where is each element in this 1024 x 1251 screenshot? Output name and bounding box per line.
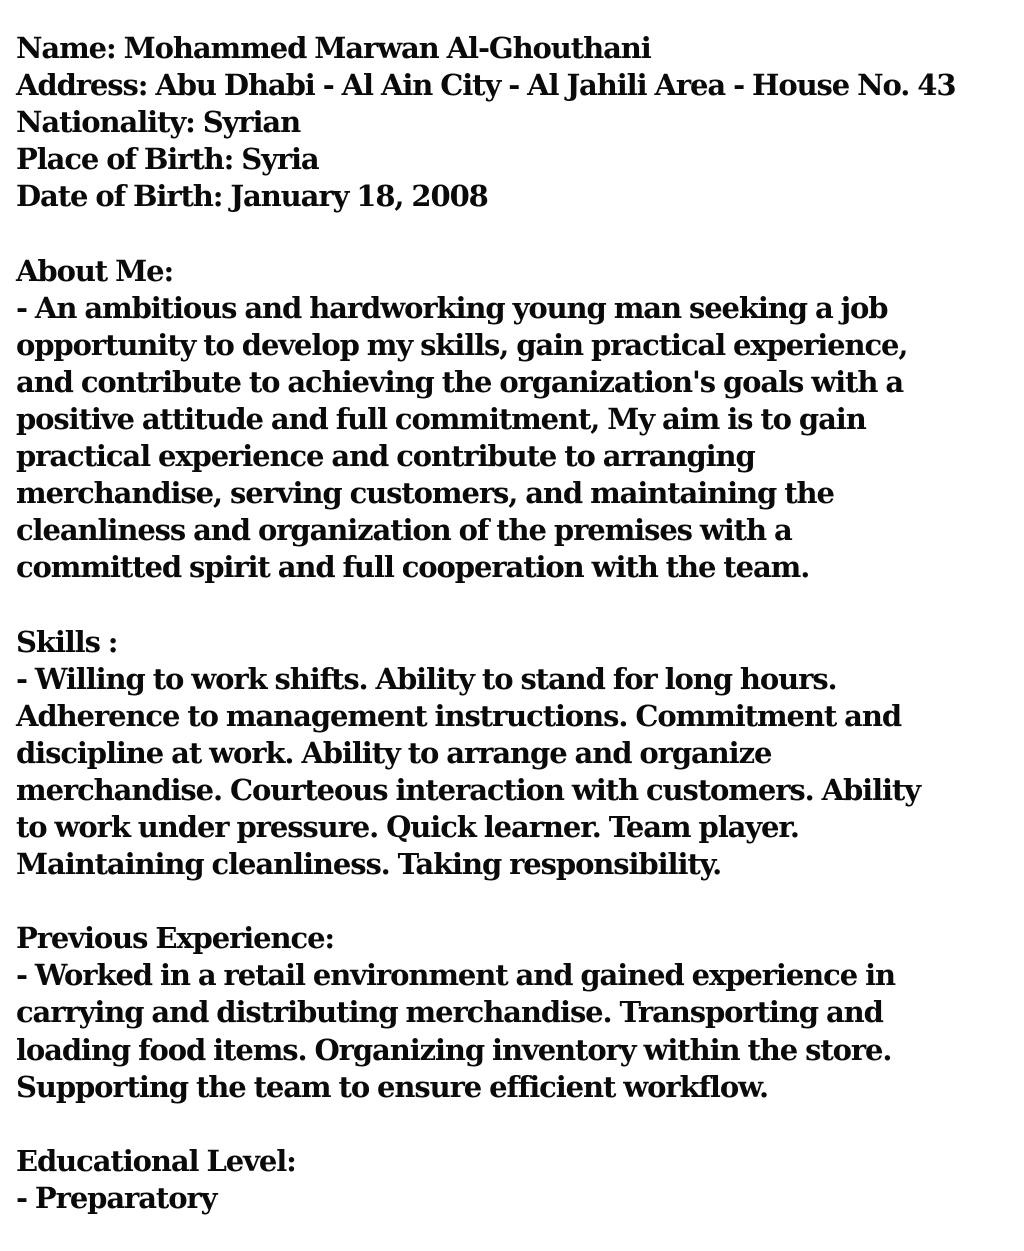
name-line: Name: Mohammed Marwan Al-Ghouthani [16,31,651,65]
skills-text-line: discipline at work. Ability to arrange and organize [16,735,772,770]
experience-text-line: carrying and distributing merchandise. Transporting and [16,995,883,1030]
skills-text-line: merchandise. Courteous interaction with customers. Ability [16,772,920,807]
about-text-line: - An ambitious and hardworking young man seeking a job [16,290,888,325]
about-text-line: merchandise, serving customers, and maintaining the [16,476,834,511]
about-text-line: positive attitude and full commitment, My aim is to gain [16,401,866,436]
about-text-line: committed spirit and full cooperation with the team. [16,550,810,585]
education-section [16,1143,1016,1217]
about-text-line: opportunity to develop my skills, gain practical experience, [16,327,908,362]
experience-heading: Previous Experience: [16,921,335,956]
about-text-line: practical experience and contribute to arranging [16,439,755,474]
skills-heading: Skills : [16,624,118,659]
address-line: Address: Abu Dhabi - Al Ain City - Al Jahili Area - House No. 43 [16,68,956,103]
experience-section [16,920,1016,1105]
education-heading: Educational Level: [16,1143,296,1178]
section-spacer [16,215,1016,252]
skills-text-line: Adherence to management instructions. Commitment and [16,698,902,733]
resume-document [16,30,1016,1217]
date-of-birth-line: Date of Birth: January 18, 2008 [16,179,488,214]
section-spacer [16,883,1016,920]
place-of-birth-line: Place of Birth: Syria [16,142,319,177]
section-spacer [16,586,1016,623]
about-heading: About Me: [16,253,174,288]
experience-text-line: Supporting the team to ensure efficient workflow. [16,1069,769,1104]
personal-info [16,30,1016,215]
skills-text-line: - Willing to work shifts. Ability to stand for long hours. [16,661,837,696]
education-text-line: - Preparatory [16,1180,217,1215]
about-text-line: and contribute to achieving the organization's goals with a [16,364,904,399]
about-text-line: cleanliness and organization of the premises with a [16,513,792,548]
section-spacer [16,1106,1016,1143]
experience-text-line: loading food items. Organizing inventory within the store. [16,1032,892,1067]
experience-text-line: - Worked in a retail environment and gained experience in [16,958,895,993]
skills-text-line: Maintaining cleanliness. Taking responsibility. [16,847,722,882]
skills-section [16,624,1016,884]
nationality-line: Nationality: Syrian [16,105,301,140]
skills-text-line: to work under pressure. Quick learner. Team player. [16,809,799,844]
about-section [16,253,1016,587]
